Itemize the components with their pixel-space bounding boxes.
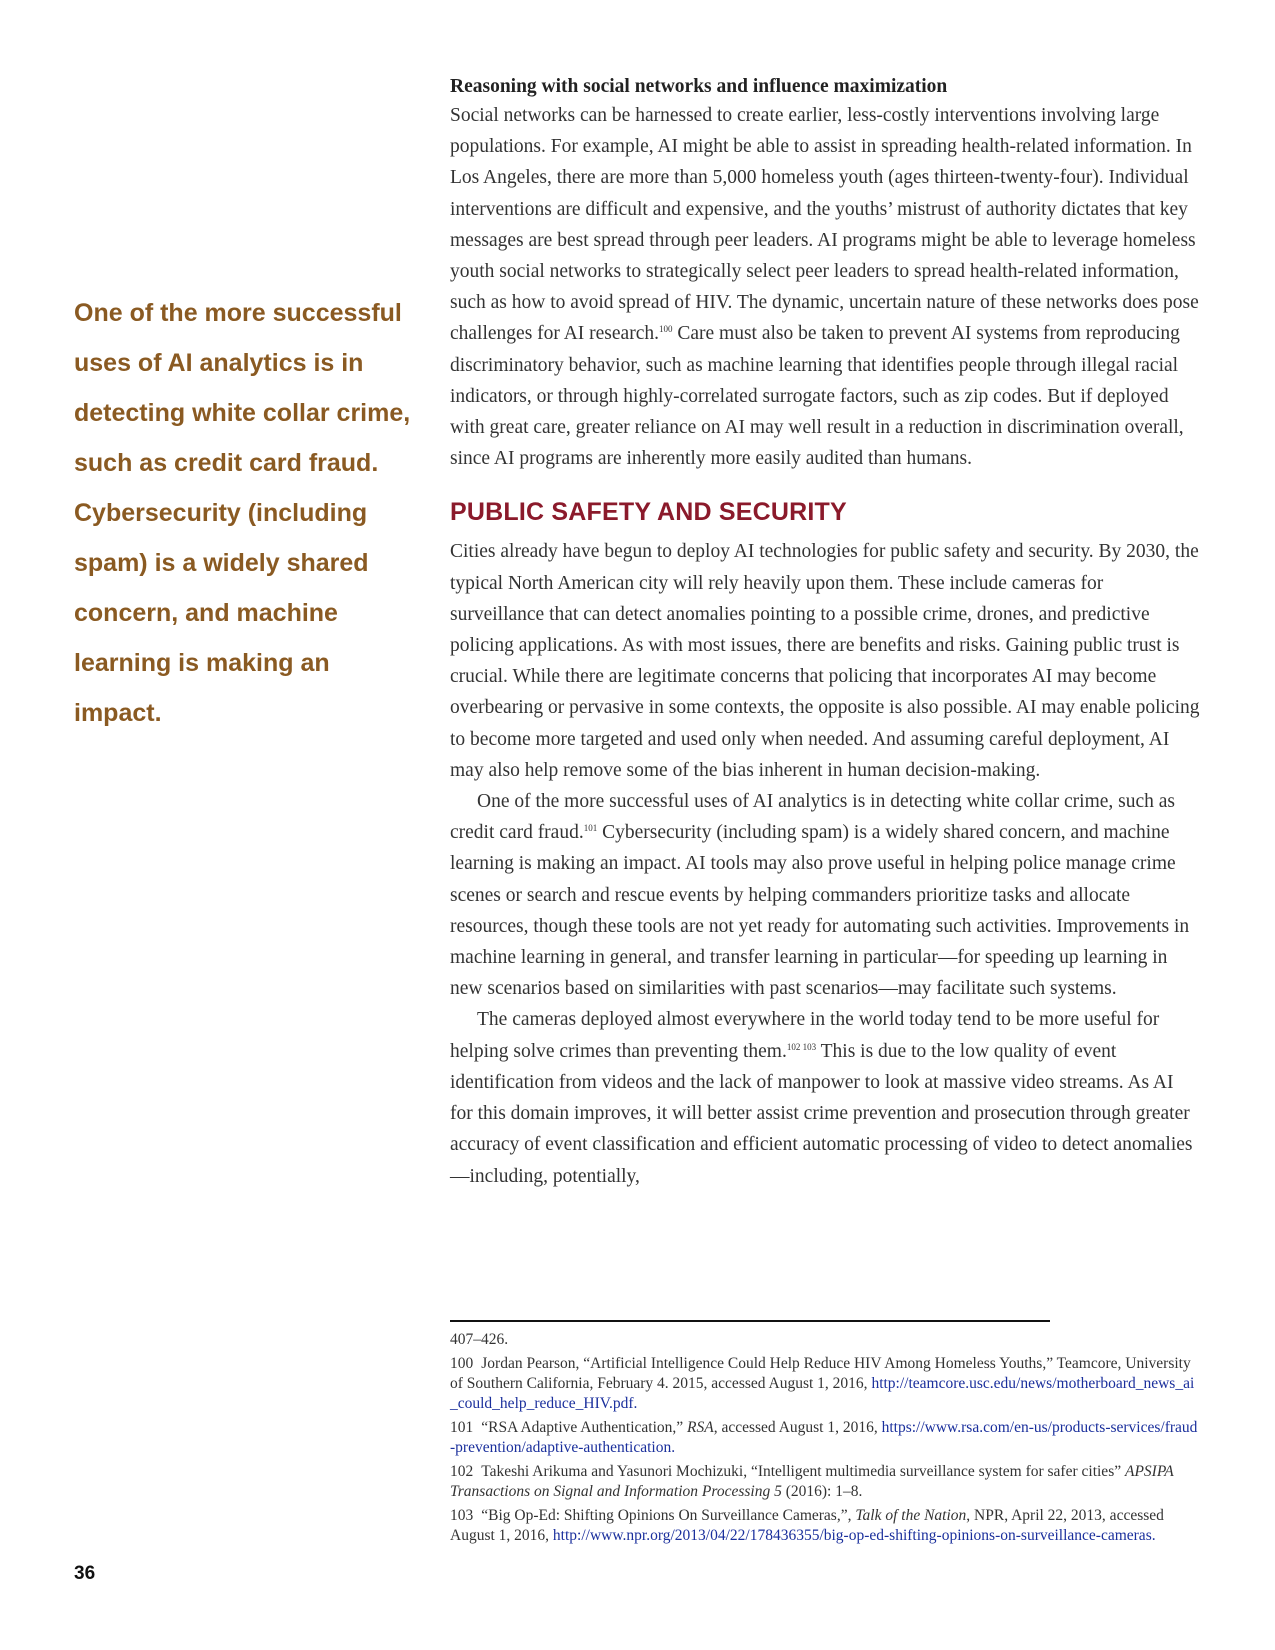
- footnote-text: “RSA Adaptive Authentication,”: [481, 1419, 688, 1436]
- footnote-100: [450, 1354, 1200, 1414]
- footnote-text: “Big Op-Ed: Shifting Opinions On Surveillance Cameras,”,: [481, 1507, 856, 1524]
- footnote-italic: RSA: [687, 1419, 714, 1436]
- footnote-link[interactable]: https://www.rsa.com/en-us/products-services/fraud-prevention/adaptive-authentication.: [450, 1419, 1198, 1456]
- footnote-number: 101: [450, 1419, 474, 1436]
- paragraph-text: Cybersecurity (including spam) is a widely shared concern, and machine learning is making an impact. AI tools may also prove useful in helping police manage crime scenes or search and rescue events by helping commanders prioritize tasks and allocate resources, though these tools are not yet ready for automating such activities. Improvements in machine learning in general, and transfer learning in particular—for speeding up learning in new scenarios based on similarities with past scenarios—may facilitate such systems.: [450, 822, 1190, 1000]
- footnote-link[interactable]: http://www.npr.org/2013/04/22/178436355/big-op-ed-shifting-opinions-on-surveillance-cameras.: [552, 1527, 1156, 1544]
- paragraph-white-collar: [450, 786, 1200, 1004]
- paragraph-text: One of the more successful uses of AI analytics is in detecting white collar crime, such as credit card fraud.: [450, 791, 1176, 844]
- subsection-heading: Reasoning with social networks and influence maximization: [450, 76, 948, 97]
- paragraph-text: This is due to the low quality of event identification from videos and the lack of manpower to look at massive video streams. As AI for this domain improves, it will better assist crime prevention and prosecution through greater accuracy of event classification and efficient automatic processing of video to detect anomalies—including, potentially,: [450, 1040, 1193, 1187]
- footnote-text: , accessed August 1, 2016,: [713, 1419, 882, 1436]
- main-column: [450, 74, 1200, 1192]
- footnote-101: [450, 1418, 1200, 1458]
- footnotes: [450, 1330, 1200, 1550]
- footnote-divider: [450, 1320, 1050, 1322]
- paragraph-text: Care must also be taken to prevent AI systems from reproducing discriminatory behavior, such as machine learning that identifies people through illegal racial indicators, or through highly-correlated surrogate factors, such as zip codes. But if deployed with great care, greater reliance on AI may well result in a reduction in discrimination overall, since AI programs are inherently more easily audited than humans.: [450, 323, 1184, 470]
- footnote-ref-102-103[interactable]: 102 103: [786, 1041, 817, 1052]
- footnote-italic: APSIPA Transactions on Signal and Information Processing 5: [450, 1463, 1174, 1500]
- footnote-continued: 407–426.: [450, 1331, 509, 1348]
- footnote-text: Jordan Pearson, “Artificial Intelligence Could Help Reduce HIV Among Homeless Youths,” Teamcore, University of Southern California, February 4. 2015, accessed August 1, 2016,: [450, 1355, 1191, 1392]
- paragraph-text: The cameras deployed almost everywhere in the world today tend to be more useful for helping solve crimes than preventing them.: [450, 1009, 1160, 1062]
- footnote-italic: Talk of the Nation: [855, 1507, 967, 1524]
- footnote-text: Takeshi Arikuma and Yasunori Mochizuki, “Intelligent multimedia surveillance system for safer cities”: [481, 1463, 1125, 1480]
- footnote-102: [450, 1462, 1200, 1502]
- pull-quote: One of the more successful uses of AI analytics is in detecting white collar crime, such as credit card fraud. Cybersecurity (including spam) is a widely shared concern, and machine learning is making an impact.: [74, 299, 411, 727]
- footnote-text: (2016): 1–8.: [781, 1483, 863, 1500]
- paragraph-public-safety: Cities already have begun to deploy AI technologies for public safety and security. By 2030, the typical North American city will rely heavily upon them. These include cameras for surveillance that can detect anomalies pointing to a possible crime, drones, and predictive policing applications. As with most issues, there are benefits and risks. Gaining public trust is crucial. While there are legitimate concerns that policing that incorporates AI may become overbearing or pervasive in some contexts, the opposite is also possible. AI may enable policing to become more targeted and used only when needed. And assuming careful deployment, AI may also help remove some of the bias inherent in human decision-making.: [450, 541, 1200, 781]
- paragraph-text: Social networks can be harnessed to create earlier, less-costly interventions involving large populations. For example, AI might be able to assist in spreading health-related information. In Los Angeles, there are more than 5,000 homeless youth (ages thirteen-twenty-four). Individual interventions are difficult and expensive, and the youths’ mistrust of authority dictates that key messages are best spread through peer leaders. AI programs might be able to leverage homeless youth social networks to strategically select peer leaders to spread health-related information, such as how to avoid spread of HIV. The dynamic, uncertain nature of these networks does pose challenges for AI research.: [450, 105, 1199, 345]
- footnote-number: 102: [450, 1463, 474, 1480]
- paragraph-cameras: [450, 1004, 1200, 1191]
- footnote-number: 103: [450, 1507, 474, 1524]
- section-title: PUBLIC SAFETY AND SECURITY: [450, 498, 847, 527]
- page-number: 36: [74, 1563, 96, 1584]
- footnote-103: [450, 1506, 1200, 1546]
- footnote-text: , NPR, April 22, 2013, accessed August 1, 2016,: [450, 1507, 1164, 1544]
- paragraph-social-networks: [450, 100, 1200, 474]
- footnote-number: 100: [450, 1355, 474, 1372]
- footnote-ref-100[interactable]: 100: [658, 324, 673, 335]
- footnote-link[interactable]: http://teamcore.usc.edu/news/motherboard_news_ai_could_help_reduce_HIV.pdf.: [450, 1375, 1195, 1412]
- footnote-ref-101[interactable]: 101: [583, 823, 598, 834]
